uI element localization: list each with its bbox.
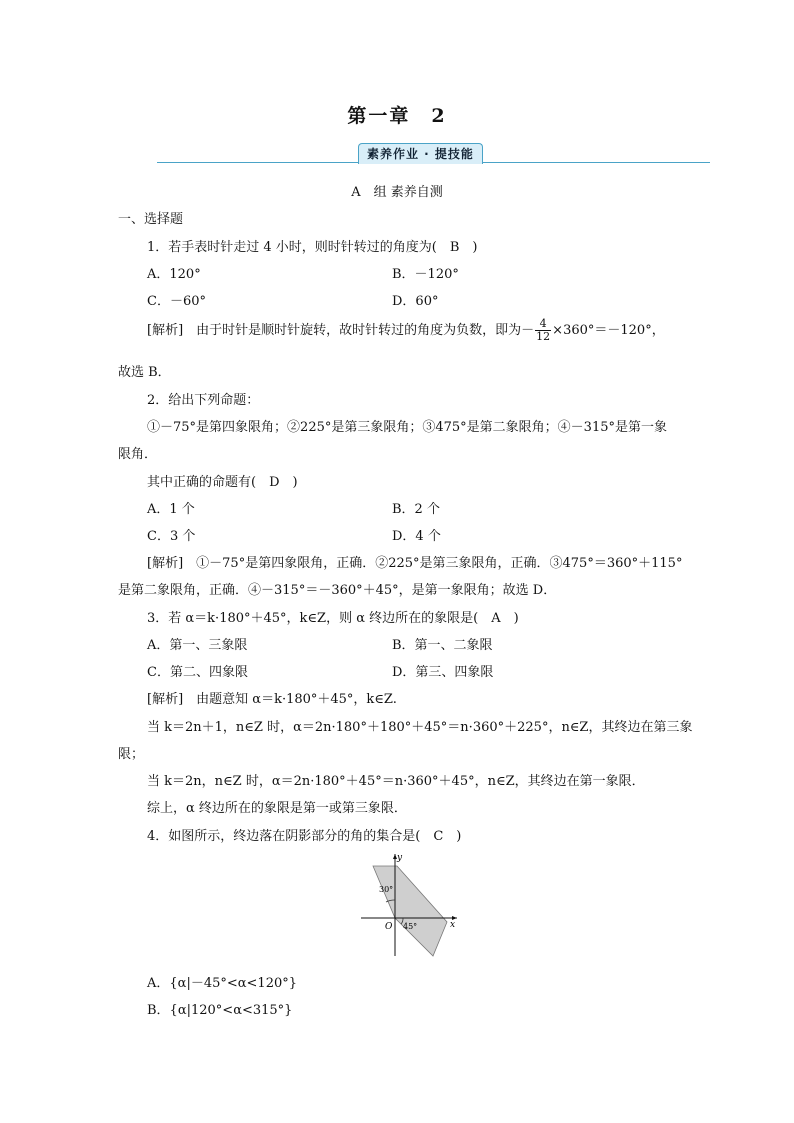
q1-frac-den: 12 xyxy=(536,330,551,343)
q2-line2: 限角． xyxy=(118,447,158,462)
y-axis-label: y xyxy=(397,853,403,863)
q1-option-c: C．－60° xyxy=(147,294,206,309)
angle-45-label: 45° xyxy=(403,922,418,931)
section-heading: A 组 素养自测 xyxy=(351,185,443,200)
q2-analysis1 xyxy=(147,552,682,571)
q4-stem: 4．如图所示，终边落在阴影部分的角的集合是( C ) xyxy=(147,829,462,844)
q2-line3: 其中正确的命题有( D ) xyxy=(147,475,298,490)
q1-fraction xyxy=(535,318,551,343)
q3-analysis5: 综上，α 终边所在的象限是第一或第三象限． xyxy=(147,801,407,816)
angle-30-label: 30° xyxy=(379,885,394,894)
q2-analysis1-text: ①－75°是第四象限角，正确．②225°是第三象限角，正确．③475°＝360°＋115° xyxy=(183,556,683,571)
x-axis-label: x xyxy=(450,920,456,930)
q1-option-a: A．120° xyxy=(147,267,201,282)
q2-option-c: C．3 个 xyxy=(147,529,196,544)
q1-option-b: B．－120° xyxy=(392,267,459,282)
q3-analysis1-text: 由题意知 α＝k·180°＋45°，k∈Z. xyxy=(183,692,397,707)
q3-stem: 3．若 α＝k·180°＋45°，k∈Z，则 α 终边所在的象限是( A ) xyxy=(147,611,519,626)
q1-option-d: D．60° xyxy=(392,294,439,309)
shaded-region xyxy=(373,866,447,956)
q3-option-a: A．第一、三象限 xyxy=(147,638,248,653)
q4-option-a: A．{α|－45°<α<120°} xyxy=(147,976,298,991)
q2-option-d: D．4 个 xyxy=(392,529,441,544)
section-badge: 素养作业 · 提技能 xyxy=(358,143,483,164)
q2-analysis2: 是第二象限角，正确．④－315°＝－360°＋45°，是第一象限角；故选 D． xyxy=(118,583,557,598)
origin-label: O xyxy=(385,922,393,932)
page-title: 第一章 2 xyxy=(347,105,447,127)
q1-frac-num: 4 xyxy=(535,318,551,331)
q2-line1: ①－75°是第四象限角；②225°是第三象限角；③475°是第二象限角；④－315°是第一象 xyxy=(147,420,667,435)
q3-option-c: C．第二、四象限 xyxy=(147,665,248,680)
q3-option-b: B．第一、二象限 xyxy=(392,638,493,653)
q1-analysis-line2: 故选 B． xyxy=(118,365,171,380)
q4-option-b: B．{α|120°<α<315°} xyxy=(147,1003,293,1018)
q3-option-d: D．第三、四象限 xyxy=(392,665,494,680)
q2-analysis-label: [解析] xyxy=(147,556,184,571)
q1-analysis xyxy=(147,318,665,344)
q2-option-a: A．1 个 xyxy=(147,502,195,517)
q3-analysis2: 当 k＝2n＋1，n∈Z 时，α＝2n·180°＋180°＋45°＝n·360°＋225°，n∈Z，其终边在第三象 xyxy=(147,720,693,735)
q1-analysis-pre: 由于时针是顺时针旋转，故时针转过的角度为负数，即为－ xyxy=(183,323,535,338)
q2-stem: 2．给出下列命题： xyxy=(147,393,260,408)
q1-analysis-label: [解析] xyxy=(147,323,184,338)
q3-analysis4: 当 k＝2n，n∈Z 时，α＝2n·180°＋45°＝n·360°＋45°，n∈Z，其终边在第一象限． xyxy=(147,774,645,789)
part-heading: 一、选择题 xyxy=(118,212,184,227)
q3-analysis1 xyxy=(147,688,397,707)
q1-analysis-post: ×360°＝－120°， xyxy=(552,323,665,338)
q3-analysis3: 限； xyxy=(118,747,145,762)
q2-option-b: B．2 个 xyxy=(392,502,440,517)
q4-figure xyxy=(355,848,465,960)
q1-stem: 1．若手表时针走过 4 小时，则时针转过的角度为( B ) xyxy=(147,240,478,255)
q3-analysis-label: [解析] xyxy=(147,692,184,707)
